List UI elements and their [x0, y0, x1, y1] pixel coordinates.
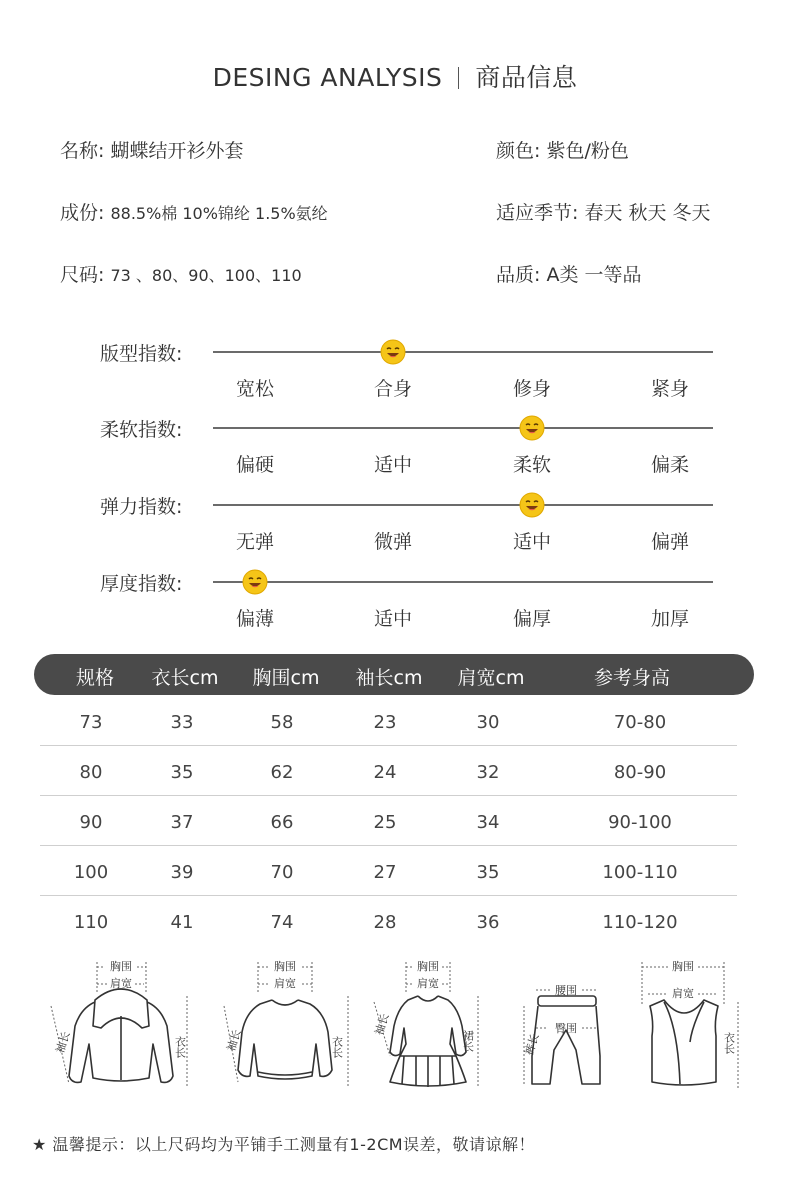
table-cell: 74	[270, 912, 294, 933]
table-cell: 25	[373, 812, 397, 833]
info-color-label: 颜色:	[496, 140, 541, 162]
sketch3-chest-label: 胸围	[417, 960, 439, 973]
smiley-marker-icon	[242, 569, 268, 595]
sketch3-sleeve-label: 袖长	[372, 1011, 392, 1037]
sketch4-waist-label: 腰围	[555, 984, 577, 997]
table-cell: 27	[373, 862, 397, 883]
index-option: 适中	[373, 454, 412, 476]
table-header-shoulder: 肩宽cm	[457, 667, 525, 689]
sketch-sweater	[220, 956, 360, 1096]
sketch1-length-label: 衣长	[173, 1036, 187, 1058]
header-english-title: DESING ANALYSIS	[212, 63, 443, 92]
table-cell: 70-80	[613, 712, 667, 733]
table-cell: 34	[476, 812, 500, 833]
table-cell: 41	[170, 912, 194, 933]
table-cell: 80	[79, 762, 103, 783]
index-option: 无弹	[235, 531, 274, 553]
index-scale-line	[213, 351, 713, 353]
info-name-label: 名称:	[60, 140, 105, 162]
header-chinese-title: 商品信息	[475, 63, 578, 92]
table-cell: 37	[170, 812, 194, 833]
table-cell: 110-120	[602, 912, 678, 933]
table-cell: 28	[373, 912, 397, 933]
table-cell: 73	[79, 712, 103, 733]
info-season	[496, 198, 711, 225]
sketch-vest	[628, 956, 753, 1096]
sketch4-pants-length-label: 裤长	[522, 1031, 542, 1057]
smiley-marker-icon	[519, 415, 545, 441]
table-header-sleeve: 袖长cm	[355, 667, 423, 689]
table-cell: 90	[79, 812, 103, 833]
table-cell: 23	[373, 712, 397, 733]
info-name	[60, 136, 243, 163]
smiley-marker-icon	[519, 492, 545, 518]
info-material-value: 88.5%棉 10%锦纶 1.5%氨纶	[110, 204, 328, 223]
table-header-length: 衣长cm	[151, 667, 219, 689]
sketch5-chest-label: 胸围	[672, 960, 694, 973]
table-cell: 70	[270, 862, 294, 883]
table-cell: 66	[270, 812, 294, 833]
table-header-chest: 胸围cm	[252, 667, 320, 689]
info-quality-label: 品质:	[496, 264, 541, 286]
index-option: 加厚	[650, 608, 689, 630]
table-cell: 62	[270, 762, 294, 783]
index-option: 偏弹	[650, 531, 689, 553]
index-label: 柔软指数:	[100, 419, 183, 441]
sketch1-chest-label: 胸围	[110, 960, 132, 973]
table-cell: 100-110	[602, 862, 678, 883]
size-tip-note: ★ 温馨提示：以上尺码均为平铺手工测量有1-2CM误差，敬请谅解！	[32, 1135, 536, 1154]
info-material-label: 成份:	[60, 202, 105, 224]
sketch3-skirt-length-label: 裙长	[461, 1030, 475, 1052]
table-row-divider	[40, 745, 737, 746]
table-cell: 36	[476, 912, 500, 933]
info-size	[60, 260, 302, 287]
table-cell: 100	[73, 862, 109, 883]
sketch5-shoulder-label: 肩宽	[672, 987, 694, 1000]
info-color	[496, 136, 629, 163]
table-cell: 30	[476, 712, 500, 733]
sketch1-sleeve-label: 袖长	[53, 1029, 73, 1055]
table-cell: 32	[476, 762, 500, 783]
index-label: 厚度指数:	[100, 573, 183, 595]
sketch2-length-label: 衣长	[330, 1036, 344, 1058]
index-option: 偏薄	[235, 608, 274, 630]
index-scale-line	[213, 581, 713, 583]
sketch1-shoulder-label: 肩宽	[110, 977, 132, 990]
index-option: 宽松	[235, 378, 274, 400]
table-row-divider	[40, 845, 737, 846]
info-size-value: 73 、80、90、100、110	[110, 266, 302, 285]
section-header	[0, 58, 790, 94]
sketch3-shoulder-label: 肩宽	[417, 977, 439, 990]
index-label: 版型指数:	[100, 343, 183, 365]
table-header-size: 规格	[75, 667, 114, 689]
table-cell: 58	[270, 712, 294, 733]
index-option: 偏硬	[235, 454, 274, 476]
table-cell: 110	[73, 912, 109, 933]
sketch5-length-label: 衣长	[722, 1032, 736, 1054]
index-option: 修身	[512, 378, 551, 400]
info-name-value: 蝴蝶结开衫外套	[110, 140, 244, 162]
index-option: 偏柔	[650, 454, 689, 476]
info-season-label: 适应季节:	[496, 202, 579, 224]
index-scale-line	[213, 427, 713, 429]
table-cell: 35	[476, 862, 500, 883]
table-cell: 90-100	[608, 812, 672, 833]
table-cell: 24	[373, 762, 397, 783]
index-option: 合身	[373, 378, 412, 400]
index-option: 紧身	[650, 378, 689, 400]
table-cell: 80-90	[613, 762, 667, 783]
info-color-value: 紫色/粉色	[546, 140, 629, 162]
index-label: 弹力指数:	[100, 496, 183, 518]
info-quality	[496, 260, 642, 287]
sketch-hooded-jacket	[45, 956, 195, 1096]
sketch4-hip-label: 臀围	[555, 1022, 577, 1035]
table-cell: 39	[170, 862, 194, 883]
table-cell: 35	[170, 762, 194, 783]
table-row-divider	[40, 795, 737, 796]
table-row-divider	[40, 895, 737, 896]
sketch2-chest-label: 胸围	[274, 960, 296, 973]
table-cell: 33	[170, 712, 194, 733]
sketch-pants	[510, 956, 615, 1096]
info-quality-value: A类 一等品	[546, 264, 642, 286]
index-option: 适中	[373, 608, 412, 630]
sketch-dress	[370, 956, 490, 1096]
index-scale-line	[213, 504, 713, 506]
index-option: 柔软	[512, 454, 551, 476]
sketch2-sleeve-label: 袖长	[224, 1027, 244, 1053]
info-size-label: 尺码:	[60, 264, 105, 286]
header-divider	[458, 67, 459, 89]
index-option: 适中	[512, 531, 551, 553]
smiley-marker-icon	[380, 339, 406, 365]
info-material	[60, 198, 328, 225]
index-option: 微弹	[373, 531, 412, 553]
index-option: 偏厚	[512, 608, 551, 630]
info-season-value: 春天 秋天 冬天	[584, 202, 711, 224]
sketch2-shoulder-label: 肩宽	[274, 977, 296, 990]
table-header-height: 参考身高	[593, 667, 670, 689]
